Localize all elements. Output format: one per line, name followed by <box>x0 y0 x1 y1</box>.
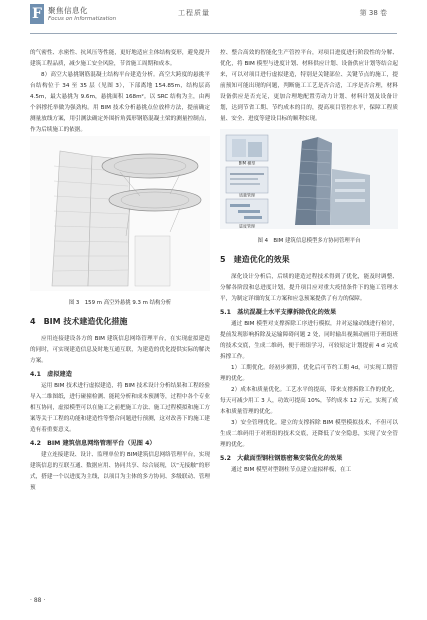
left-column <box>30 48 210 494</box>
fig4-label-quality: 质量管理 <box>239 192 255 198</box>
paragraph: 3）安全管理优化。建立的支撑拆除 BIM 模型模拟技术，不但可以生成二维码用于对班组的技术交底，还降低了安全隐患，实现了安全管理的优化。 <box>220 420 398 448</box>
figure-4-caption: 图 4 BIM 建筑信息模型多方协同管理平台 <box>257 238 361 244</box>
figure-3-image <box>30 136 210 291</box>
paragraph: 控、整合高效的智能化生产管控平台，对项目进度进行阶段性的分解、优化，将 BIM 模型与进度计划、材料供应计划、设备供应计划等结合起来，可以对项目进行虚拟建造，特别是关键部位、关键节点的施工，提前预知可能出现的问题，判断施工工艺是否合适，工序是否合理，材料设备供应是否充足，更加合理地配置劳动力计划、材料计划及设备计划，达到节省工期、节约成本的目的，提高项目管控水平，保障工程质量、安全、进度等建设目标的顺利实现。 <box>220 50 398 122</box>
figure-4 <box>220 129 398 246</box>
fig4-label-bim: BIM 模型 <box>238 160 256 166</box>
section-heading: 5 建造优化的效果 <box>220 255 290 264</box>
figure-4-image <box>220 129 398 229</box>
fig4-label-schedule: 进度管理 <box>239 223 255 229</box>
subsection-heading: 5.2 大截面型钢柱钢筋密集安装优化的效果 <box>220 455 343 462</box>
subsection-heading: 5.1 基坑混凝土水平支撑拆除优化的效果 <box>220 309 337 316</box>
page-number: · 88 · <box>30 597 46 604</box>
quality-panel <box>226 167 268 193</box>
paragraph: 8）高空大悬挑钢筋混凝土结构平台建造分析。高空大跨度的悬挑平台结构位于 34 至 35 层（见图 3），下部离地 154.85m，结构层高 4.5m，最大悬挑为 9.6m，悬挑面积 168m²。以 SRC 结构为主，由两个斜撑托举做为强劲构。用 BIM 技术分析悬挑点位放样方法，提前确定测量放线方案，用引测法确定外围折角弧形钢筋混凝土梁的测量控制点，作为后续施工的依据。 <box>30 72 210 133</box>
bim-model-panel <box>226 135 268 161</box>
schedule-panel <box>226 199 268 223</box>
journal-logo: F <box>30 4 44 24</box>
paragraph: 通过 BIM 模型对型钢柱节点建立虚拟样板，在工 <box>231 467 352 473</box>
section-heading: 4 BIM 技术建造优化措施 <box>30 317 128 326</box>
subsection-heading: 4.1 虚拟建造 <box>30 371 72 378</box>
header-divider <box>30 33 397 34</box>
paragraph: 深化设计分析后，后续的建造过程技术得到了优化，能及时调整、分解各阶段和总进度计划，提升项目应对重大疫情条件下的施工管理水平，为制定详细的复工方案和应急预案提供了有力的保障。 <box>220 274 398 302</box>
paragraph: 1）工期优化。经初步测算，优化后可节约工期 4d，可实现工期管理的优化。 <box>220 365 398 382</box>
volume-number: 第 38 卷 <box>359 9 387 17</box>
paragraph: 通过 BIM 模型对支撑拆除工序进行模拟，并对运输动线进行检讨，提前发现影响拆除及运输障碍问题 2 处，同时输出视频动画用于班组班的技术交底，生成二维码，便于班组学习，可较原定计划提前 4 d 完成拆撑工作。 <box>220 321 398 360</box>
figure-3-caption: 图 3 159 m 高空外悬挑 9.3 m 结构分析 <box>68 300 172 306</box>
subsection-heading: 4.2 BIM 建筑信息网络管理平台（见图 4） <box>30 440 156 447</box>
paragraph: 2）成本和质量优化。工艺水平的提高，带来支撑拆除工作的优化，每天可减少用工 3 人，功效可提高 10%，节约成本 12 万元，实现了成本和质量管理的优化。 <box>220 387 398 415</box>
journal-title-en: Focus on Informatization <box>48 16 117 22</box>
figure-3 <box>30 136 210 308</box>
page-header <box>0 0 427 40</box>
paragraph: 应用连接建设各方的 BIM 建筑信息网络管理平台，在实现虚拟建造的同时，可实现建造信息及时地互通互联，为建造的优化提供实际的解决方案。 <box>30 336 210 364</box>
paragraph: 建立连接建设、设计、监理单位的 BIM建筑信息网络管理平台，实现建筑信息的互联互通、数据应用、协同共享、综合展现，以“无接触”的形式，搭建一个以进度为主线，以项目为主体的多方协同、多级联动、管理预 <box>30 452 210 491</box>
right-column <box>220 48 398 476</box>
section-name: 工程质量 <box>178 9 210 17</box>
paragraph: 运用 BIM 技术进行虚拟建造，将 BIM 技术设计分析结果和工程经验导入二维图纸，进行碰撞检测、能耗分析和成本预测等，过程中各个专业相互协同，虚拟模型可以在施工之前把施工方法、施工过程模拟和施工方案等关于工程的功能和建造性等整合问题进行预测，这对改善下的施工建造有着重要意义。 <box>30 383 210 433</box>
paragraph: 的气密性、水密性、抗风压等性能，更好地适应主体结构变形，避免提升建筑工程品质，减少施工安全风险，节省施工周期和成本。 <box>30 50 210 67</box>
journal-title-cn: 聚焦信息化 <box>48 6 88 15</box>
